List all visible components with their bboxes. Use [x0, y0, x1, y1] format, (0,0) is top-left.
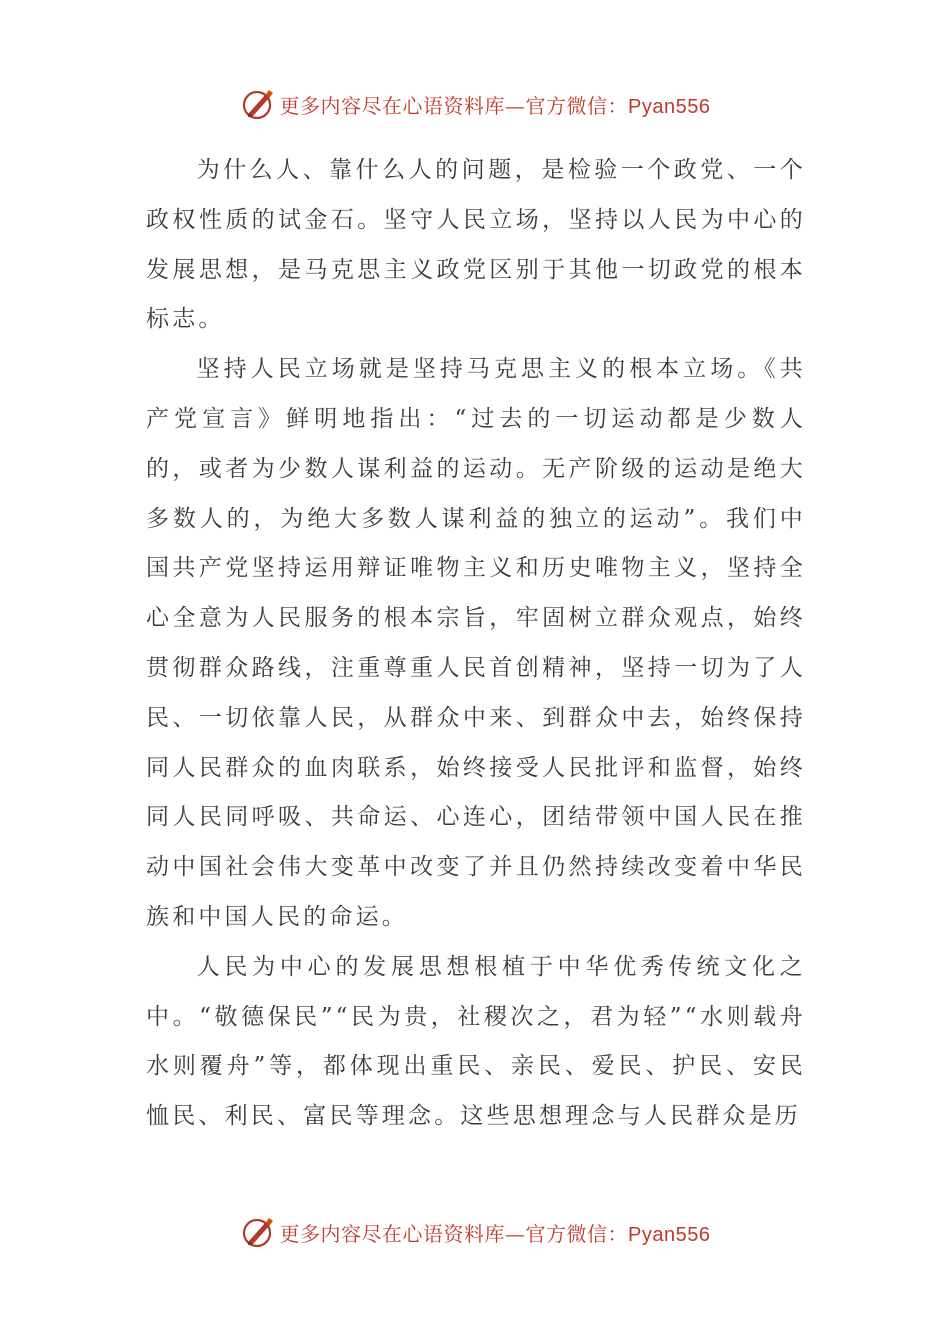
header-wechat-id: Pyan556 [628, 95, 711, 118]
document-body [146, 146, 806, 1142]
paragraph-2: 坚持人民立场就是坚持马克思主义的根本立场。《共产党宣言》鲜明地指出：“过去的一切运动都是少数人的，或者为少数人谋利益的运动。无产阶级的运动是绝大多数人的，为绝大多数人谋利益的独立的运动”。我们中国共产党坚持运用辩证唯物主义和历史唯物主义，坚持全心全意为人民服务的根本宗旨，牢固树立群众观点，始终贯彻群众路线，注重尊重人民首创精神，坚持一切为了人民、一切依靠人民，从群众中来、到群众中去，始终保持同人民群众的血肉联系，始终接受人民批评和监督，始终同人民同呼吸、共命运、心连心，团结带领中国人民在推动中国社会伟大变革中改变了并且仍然持续改变着中华民族和中国人民的命运。 [146, 356, 806, 930]
pen-logo-icon [240, 1214, 276, 1250]
pen-logo-icon [240, 86, 276, 122]
header-banner [0, 84, 950, 124]
footer-banner [0, 1212, 950, 1252]
footer-wechat-id: Pyan556 [628, 1223, 711, 1246]
paragraph-3: 人民为中心的发展思想根植于中华优秀传统文化之中。“敬德保民”“民为贵，社稷次之，君为轻”“水则载舟水则覆舟”等，都体现出重民、亲民、爱民、护民、安民恤民、利民、富民等理念。这些思想理念与人民群众是历 [146, 953, 806, 1130]
paragraph-1: 为什么人、靠什么人的问题，是检验一个政党、一个政权性质的试金石。坚守人民立场，坚持以人民为中心的发展思想，是马克思主义政党区别于其他一切政党的根本标志。 [146, 157, 806, 333]
header-text: 更多内容尽在心语资料库—官方微信：Pyan556 [279, 93, 711, 118]
footer-text: 更多内容尽在心语资料库—官方微信：Pyan556 [279, 1221, 711, 1246]
